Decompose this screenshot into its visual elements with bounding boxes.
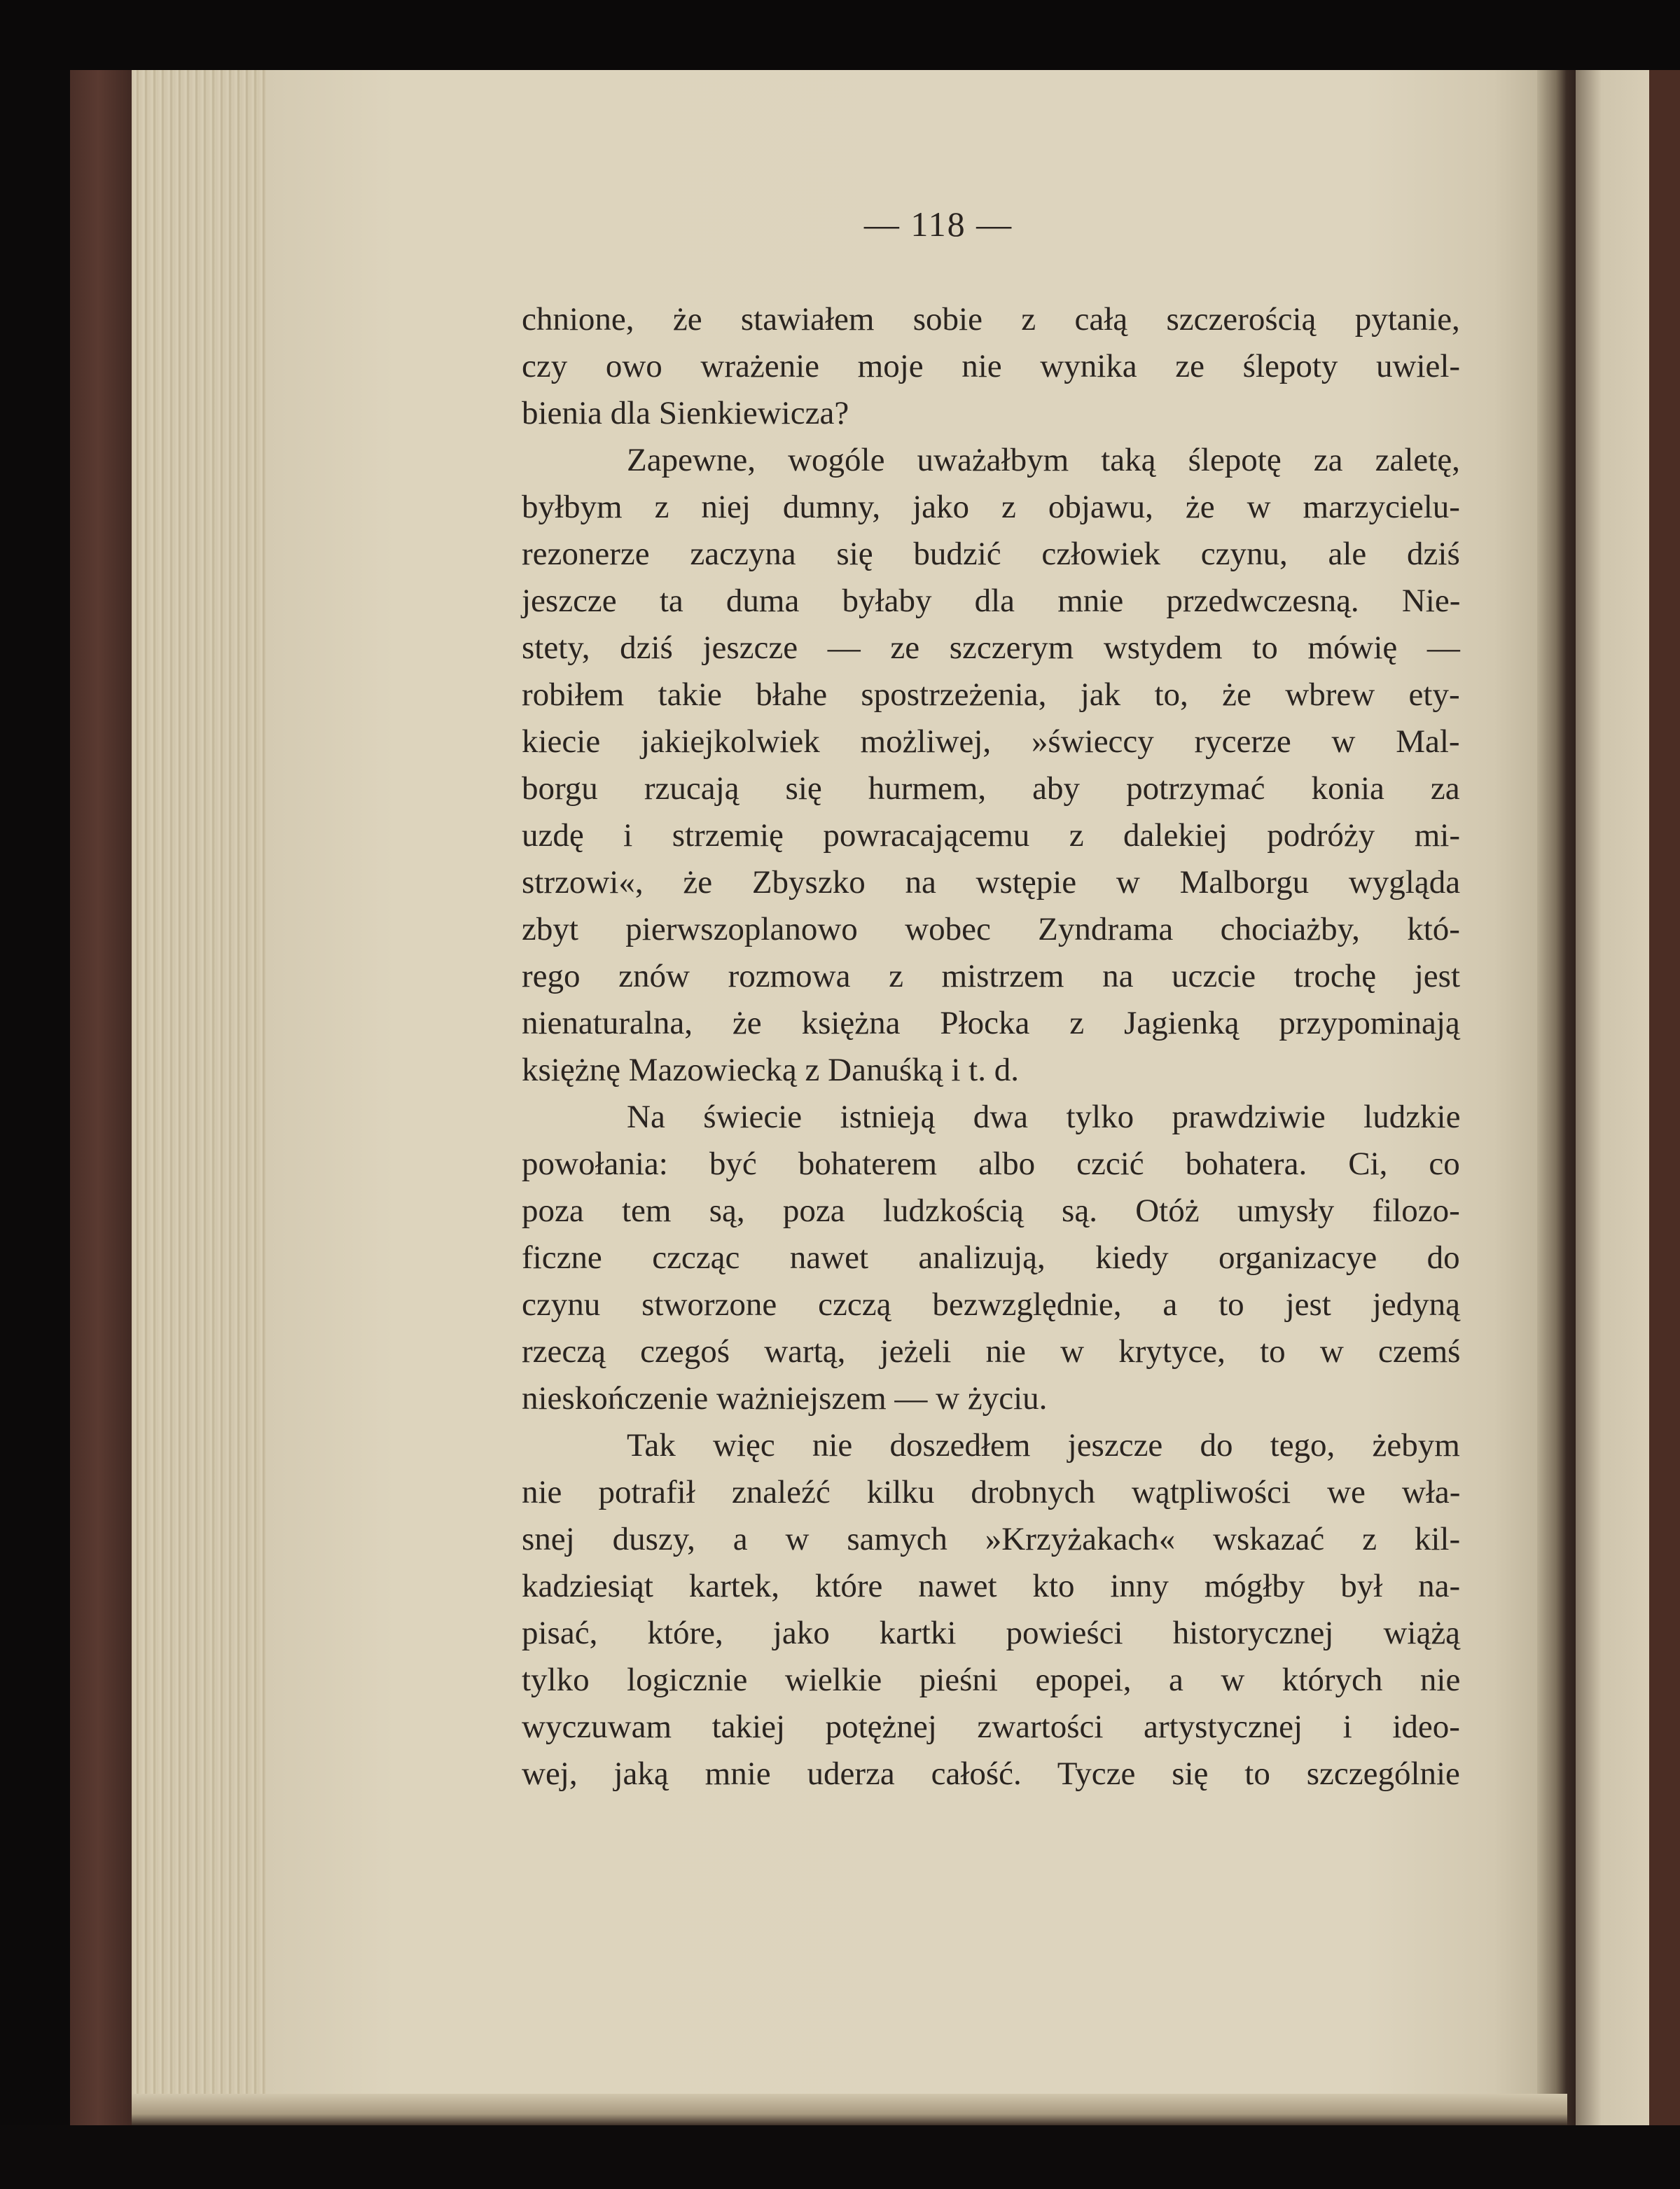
text-line: pisać, które, jako kartki powieści historycznej wiążą xyxy=(522,1615,1461,1651)
text-line: czynu stworzone czczą bezwzględnie, a to jest jedyną xyxy=(522,1286,1461,1323)
text-line: byłbym z niej dumny, jako z objawu, że w marzycielu- xyxy=(522,489,1460,525)
text-line: tylko logicznie wielkie pieśni epopei, a w których nie xyxy=(522,1662,1461,1698)
text-line: powołania: być bohaterem albo czcić bohatera. Ci, co xyxy=(522,1146,1460,1182)
page-number: — 118 — xyxy=(863,204,1013,244)
text-line: chnione, że stawiałem sobie z całą szczerością pytanie, xyxy=(522,301,1460,338)
page-edges-stack xyxy=(132,70,279,2125)
text-line: poza tem są, poza ludzkością są. Otóż umysły filozo- xyxy=(522,1193,1460,1229)
text-line: księżnę Mazowiecką z Danuśką i t. d. xyxy=(522,1052,1019,1088)
text-line: wej, jaką mnie uderza całość. Tycze się to szczególnie xyxy=(522,1756,1460,1792)
text-line: strzowi«, że Zbyszko na wstępie w Malborgu wygląda xyxy=(522,864,1461,901)
text-line: jeszcze ta duma byłaby dla mnie przedwczesną. Nie- xyxy=(522,583,1461,619)
text-line: kadziesiąt kartek, które nawet kto inny mógłby był na- xyxy=(522,1568,1461,1604)
text-line: ficzne czcząc nawet analizują, kiedy organizacye do xyxy=(522,1239,1460,1276)
text-line: borgu rzucają się hurmem, aby potrzymać konia za xyxy=(522,770,1460,807)
text-line: nienaturalna, że księżna Płocka z Jagienką przypominają xyxy=(522,1005,1460,1041)
text-line: bienia dla Sienkiewicza? xyxy=(522,395,849,431)
text-line: rego znów rozmowa z mistrzem na uczcie trochę jest xyxy=(522,958,1461,994)
text-line: kiecie jakiejkolwiek możliwej, »świeccy rycerze w Mal- xyxy=(522,723,1460,760)
page-bottom-edge xyxy=(132,2094,1567,2127)
text-line: snej duszy, a w samych »Krzyżakach« wskazać z kil- xyxy=(522,1521,1461,1557)
paragraph-first-line: Na świecie istnieją dwa tylko prawdziwie ludzkie xyxy=(627,1099,1461,1135)
text-line: nie potrafił znaleźć kilku drobnych wątpliwości we wła- xyxy=(522,1474,1461,1510)
bottom-shadow xyxy=(0,2125,1680,2189)
book-gutter xyxy=(1537,70,1579,2125)
text-line: uzdę i strzemię powracającemu z dalekiej podróży mi- xyxy=(522,817,1461,854)
paragraph-first-line: Tak więc nie doszedłem jeszcze do tego, żebym xyxy=(627,1427,1460,1464)
text-line: stety, dziś jeszcze — ze szczerym wstydem to mówię — xyxy=(522,630,1460,666)
top-shadow xyxy=(0,0,1680,70)
paragraph-first-line: Zapewne, wogóle uważałbym taką ślepotę za zaletę, xyxy=(627,442,1460,478)
text-line: rzeczą czegoś wartą, jeżeli nie w krytyce, to w czemś xyxy=(522,1333,1461,1370)
right-cover-binding xyxy=(1649,70,1680,2125)
text-line: nieskończenie ważniejszem — w życiu. xyxy=(522,1380,1048,1417)
text-line: zbyt pierwszoplanowo wobec Zyndrama chociażby, któ- xyxy=(522,911,1460,947)
left-cover-binding xyxy=(70,70,133,2125)
text-line: czy owo wrażenie moje nie wynika ze ślepoty uwiel- xyxy=(522,348,1461,384)
body-text xyxy=(522,296,1460,1798)
text-line: rezonerze zaczyna się budzić człowiek czynu, ale dziś xyxy=(522,536,1460,572)
text-line: wyczuwam takiej potężnej zwartości artystycznej i ideo- xyxy=(522,1709,1460,1745)
text-line: robiłem takie błahe spostrzeżenia, jak to, że wbrew ety- xyxy=(522,676,1460,713)
